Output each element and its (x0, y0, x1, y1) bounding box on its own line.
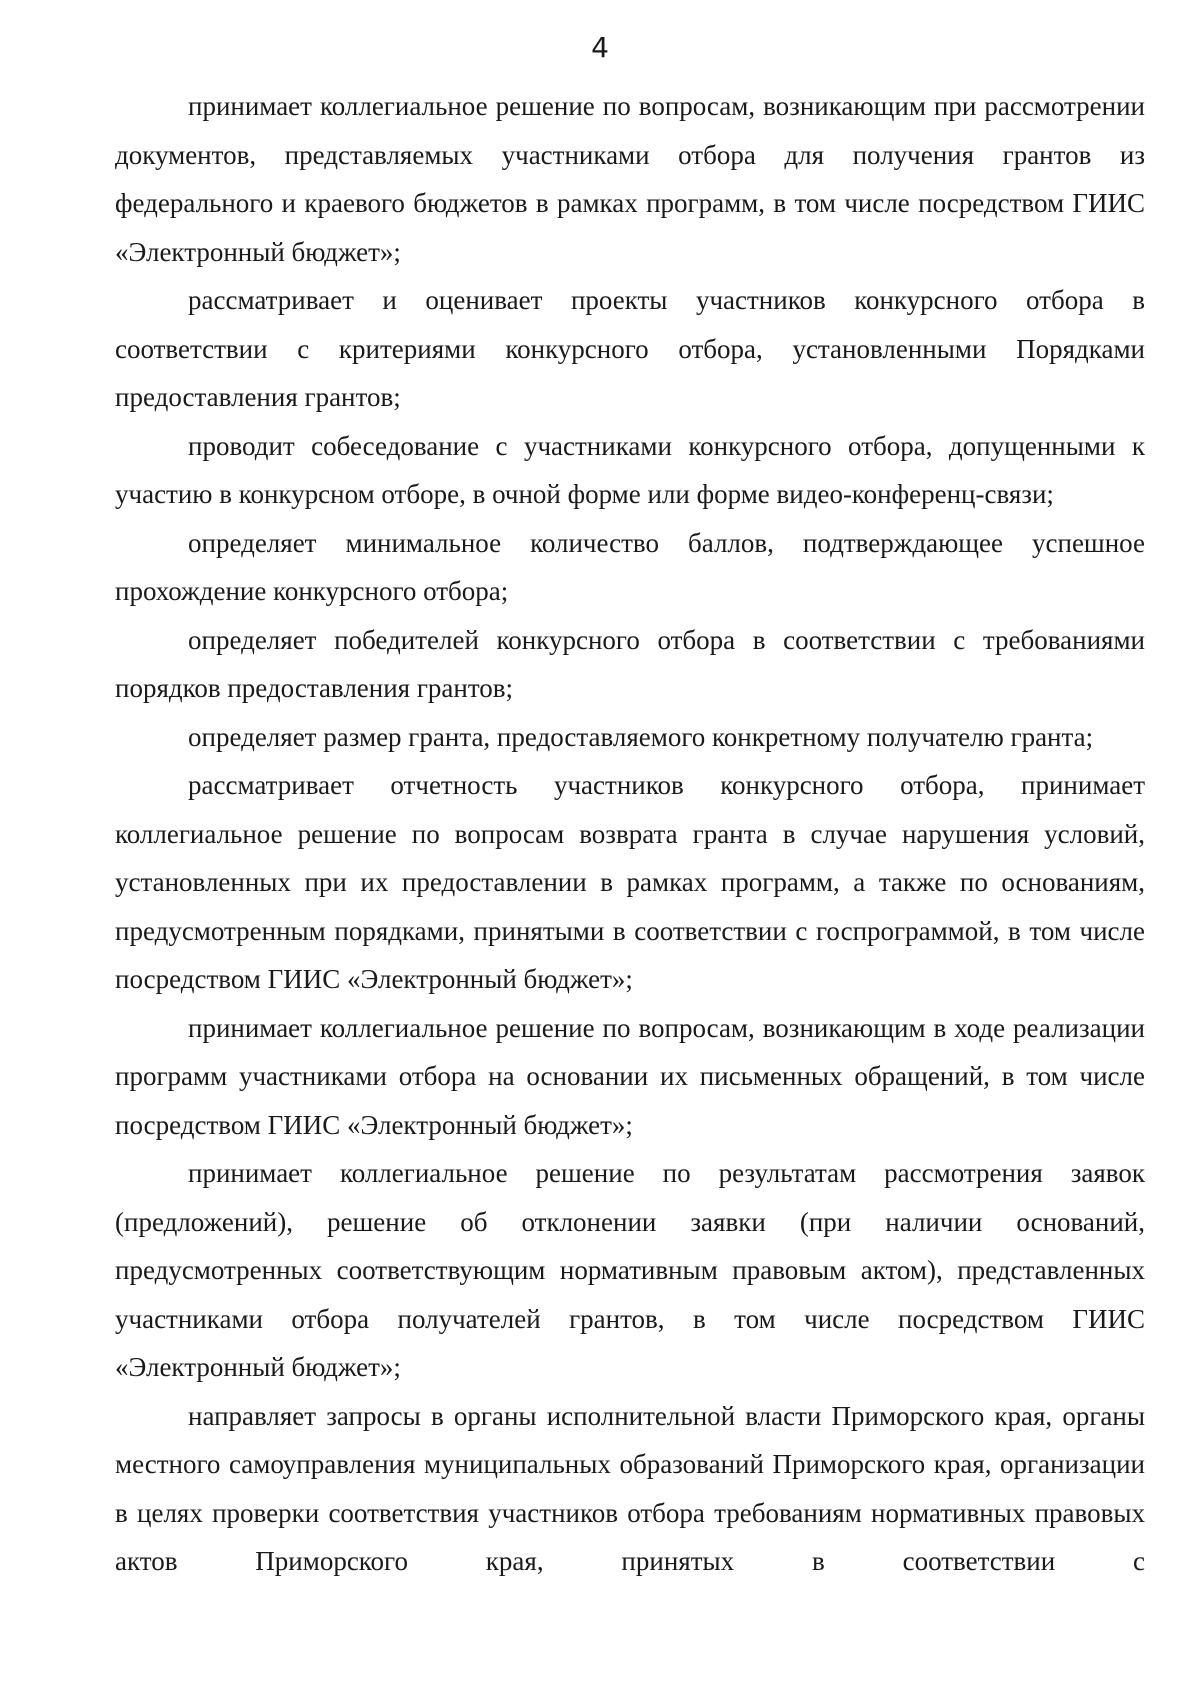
document-body (115, 82, 1145, 1586)
paragraph-determine-winners: определяет победителей конкурсного отбора в соответствии с требованиями порядков предоставления грантов; (115, 624, 1145, 703)
paragraph-collegial-decision-applications: принимает коллегиальное решение по результатам рассмотрения заявок (предложений), решение об отклонении заявки (при наличии оснований, предусмотренных соответствующим нормативным правовым актом), представленных участниками отбора получателей грантов, в том числе посредством ГИИС «Электронный бюджет»; (115, 1158, 1145, 1382)
page-number: 4 (591, 31, 609, 64)
paragraph-grant-size: определяет размер гранта, предоставляемого конкретному получателю гранта; (188, 721, 1094, 752)
paragraph-collegial-decision-implementation: принимает коллегиальное решение по вопросам, возникающим в ходе реализации программ участниками отбора на основании их письменных обращений, в том числе посредством ГИИС «Электронный бюджет»; (115, 1012, 1145, 1140)
paragraph-review-reporting: рассматривает отчетность участников конкурсного отбора, принимает коллегиальное решение по вопросам возврата гранта в случае нарушения условий, установленных при их предоставлении в рамках программ, а также по основаниям, предусмотренным порядками, принятыми в соответствии с госпрограммой, в том числе посредством ГИИС «Электронный бюджет»; (115, 770, 1145, 994)
paragraph-interview: проводит собеседование с участниками конкурсного отбора, допущенными к участию в конкурсном отборе, в очной форме или форме видео-конференц-связи; (115, 430, 1145, 509)
paragraph-collegial-decision-documents: принимает коллегиальное решение по вопросам, возникающим при рассмотрении документов, представляемых участниками отбора для получения грантов из федерального и краевого бюджетов в рамках программ, в том числе посредством ГИИС «Электронный бюджет»; (115, 91, 1145, 267)
paragraph-send-requests: направляет запросы в органы исполнительной власти Приморского края, органы местного самоуправления муниципальных образований Приморского края, организации в целях проверки соответствия участников отбора требованиям нормативных правовых актов Приморского края, принятых в соответствии с (115, 1400, 1145, 1576)
paragraph-minimum-score: определяет минимальное количество баллов, подтверждающее успешное прохождение конкурсного отбора; (115, 527, 1145, 606)
paragraph-evaluate-projects: рассматривает и оценивает проекты участников конкурсного отбора в соответствии с критериями конкурсного отбора, установленными Порядками предоставления грантов; (115, 285, 1145, 412)
